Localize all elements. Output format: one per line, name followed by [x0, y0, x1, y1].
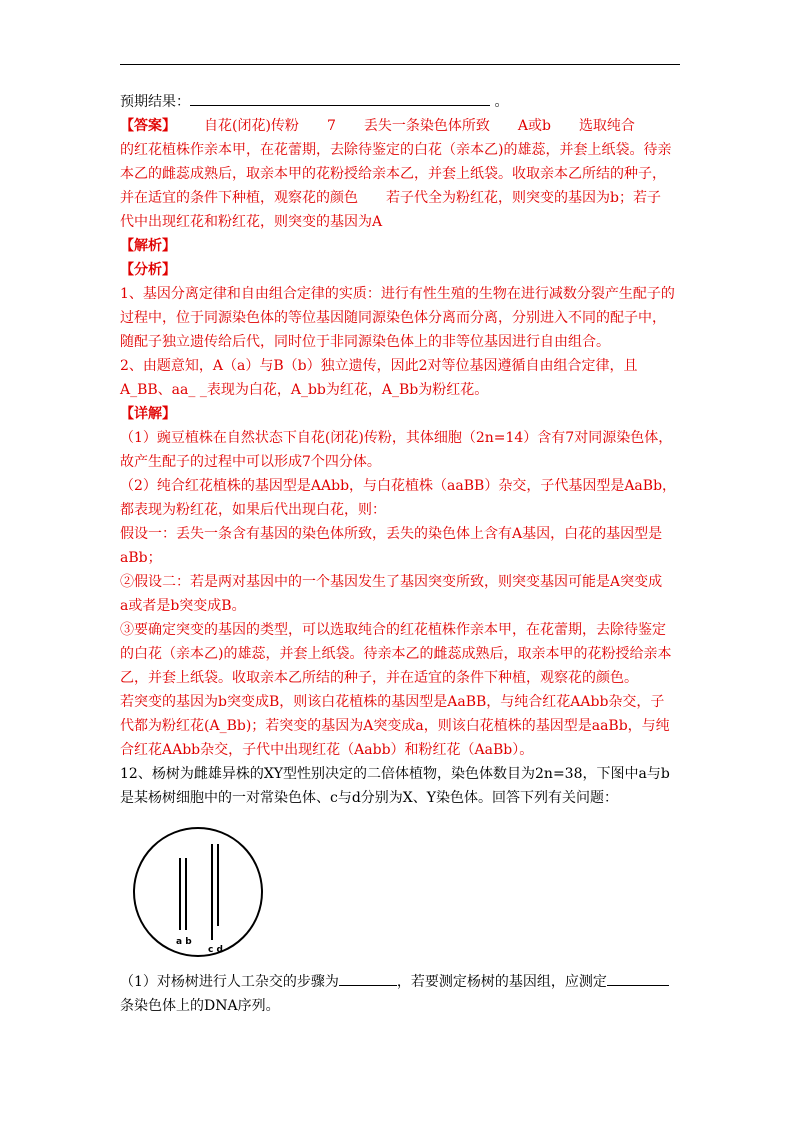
answer-method-2: 的红花植株作亲本甲，在花蕾期，去除待鉴定的白花（亲本乙)的雄蕊，并套上纸袋。待亲: [120, 142, 672, 158]
question12-line: 12、杨树为雌雄异株的XY型性别决定的二倍体植物，染色体数目为2n=38，下图中a与b: [120, 766, 670, 782]
detail-line: 乙，并套上纸袋。收取亲本乙所结的种子，并在适宜的条件下种植，观察花的颜色。: [120, 670, 638, 686]
fenxi-tag: 【分析】: [120, 262, 176, 278]
sub1-blank-1[interactable]: [339, 971, 397, 986]
content: [120, 90, 680, 1018]
answer-method-4: 并在适宜的条件下种植，观察花的颜色: [120, 190, 358, 206]
sub1-text-b: ，若要测定杨树的基因组，应测定: [396, 974, 607, 990]
label-ab: a b: [176, 937, 192, 947]
expected-label: 预期结果：: [120, 94, 190, 110]
detail-line: ③要确定突变的基因的类型，可以选取纯合的红花植株作亲本甲，在花蕾期，去除待鉴定: [120, 622, 666, 638]
detail-tag: 【详解】: [120, 406, 176, 422]
analysis-tag: 【解析】: [120, 238, 176, 254]
question12-sub1: [120, 970, 680, 994]
sub1-blank-2[interactable]: [607, 971, 669, 986]
detail-line: 都表现为粉红花，如果后代出现白花，则：: [120, 502, 386, 518]
analysis-line: 1、基因分离定律和自由组合定律的实质：进行有性生殖的生物在进行减数分裂产生配子的: [120, 286, 675, 302]
answer-result-1: 若子代全为粉红花，则突变的基因为b；若子: [386, 190, 661, 206]
detail-line: aBb；: [120, 550, 162, 566]
sub1-text-c: 条染色体上的DNA序列。: [120, 998, 280, 1014]
detail-line: 假设一：丢失一条含有基因的染色体所致，丢失的染色体上含有A基因，白花的基因型是: [120, 526, 663, 542]
answer-part-4: A或b: [517, 118, 551, 134]
answer-tag: 【答案】: [120, 118, 176, 134]
detail-line: a或者是b突变成B。: [120, 598, 246, 614]
detail-line: （2）纯合红花植株的基因型是AAbb，与白花植株（aaBB）杂交，子代基因型是AaBb，: [120, 478, 677, 494]
detail-line: 代都为粉红花(A_Bb)；若突变的基因为A突变成a，则该白花植株的基因型是aaBb，与纯: [120, 718, 670, 734]
analysis-line: 随配子独立遗传给后代，同时位于非同源染色体上的非等位基因进行自由组合。: [120, 334, 610, 350]
expected-blank[interactable]: [190, 91, 490, 106]
answer-line-4: [120, 186, 680, 210]
sub1-text-a: （1）对杨树进行人工杂交的步骤为: [120, 974, 339, 990]
answer-part-2: 7: [326, 118, 336, 134]
top-rule: [120, 64, 680, 65]
detail-line: 合红花AAbb杂交，子代中出现红花（Aabb）和粉红花（AaBb）。: [120, 742, 534, 758]
expected-result-line: [120, 90, 680, 114]
answer-line-1: [120, 114, 680, 138]
detail-line: ②假设二：若是两对基因中的一个基因发生了基因突变所致，则突变基因可能是A突变成: [120, 574, 663, 590]
analysis-line: 2、由题意知，A（a）与B（b）独立遗传，因此2对等位基因遵循自由组合定律，且: [120, 358, 638, 374]
question12-line: 是某杨树细胞中的一对常染色体、c与d分别为X、Y染色体。回答下列有关问题：: [120, 790, 619, 806]
detail-line: 故产生配子的过程中可以形成7个四分体。: [120, 454, 381, 470]
analysis-line: 过程中，位于同源染色体的等位基因随同源染色体分离而分离，分别进入不同的配子中，: [120, 310, 666, 326]
analysis-line: A_BB、aa_ _表现为白花，A_bb为红花，A_Bb为粉红花。: [120, 382, 489, 398]
label-cd: c d: [208, 945, 223, 955]
answer-part-3: 丢失一条染色体所致: [363, 118, 490, 134]
detail-line: 的白花（亲本乙)的雄蕊，并套上纸袋。待亲本乙的雌蕊成熟后，取亲本甲的花粉授给亲本: [120, 646, 672, 662]
chromosome-figure: [128, 822, 268, 962]
answer-result-2: 代中出现红花和粉红花，则突变的基因为A: [120, 214, 383, 230]
detail-line: （1）豌豆植株在自然状态下自花(闭花)传粉，其体细胞（2n=14）含有7对同源染色体，: [120, 430, 673, 446]
cell-outline: [134, 828, 262, 956]
answer-method-3: 本乙的雌蕊成熟后，取亲本甲的花粉授给亲本乙，并套上纸袋。收取亲本乙所结的种子，: [120, 166, 666, 182]
answer-method-1: 选取纯合: [578, 118, 635, 134]
answer-part-1: 自花(闭花)传粉: [204, 118, 299, 134]
expected-end: 。: [494, 94, 509, 110]
detail-line: 若突变的基因为b突变成B，则该白花植株的基因型是AaBB，与纯合红花AAbb杂交，子: [120, 694, 665, 710]
